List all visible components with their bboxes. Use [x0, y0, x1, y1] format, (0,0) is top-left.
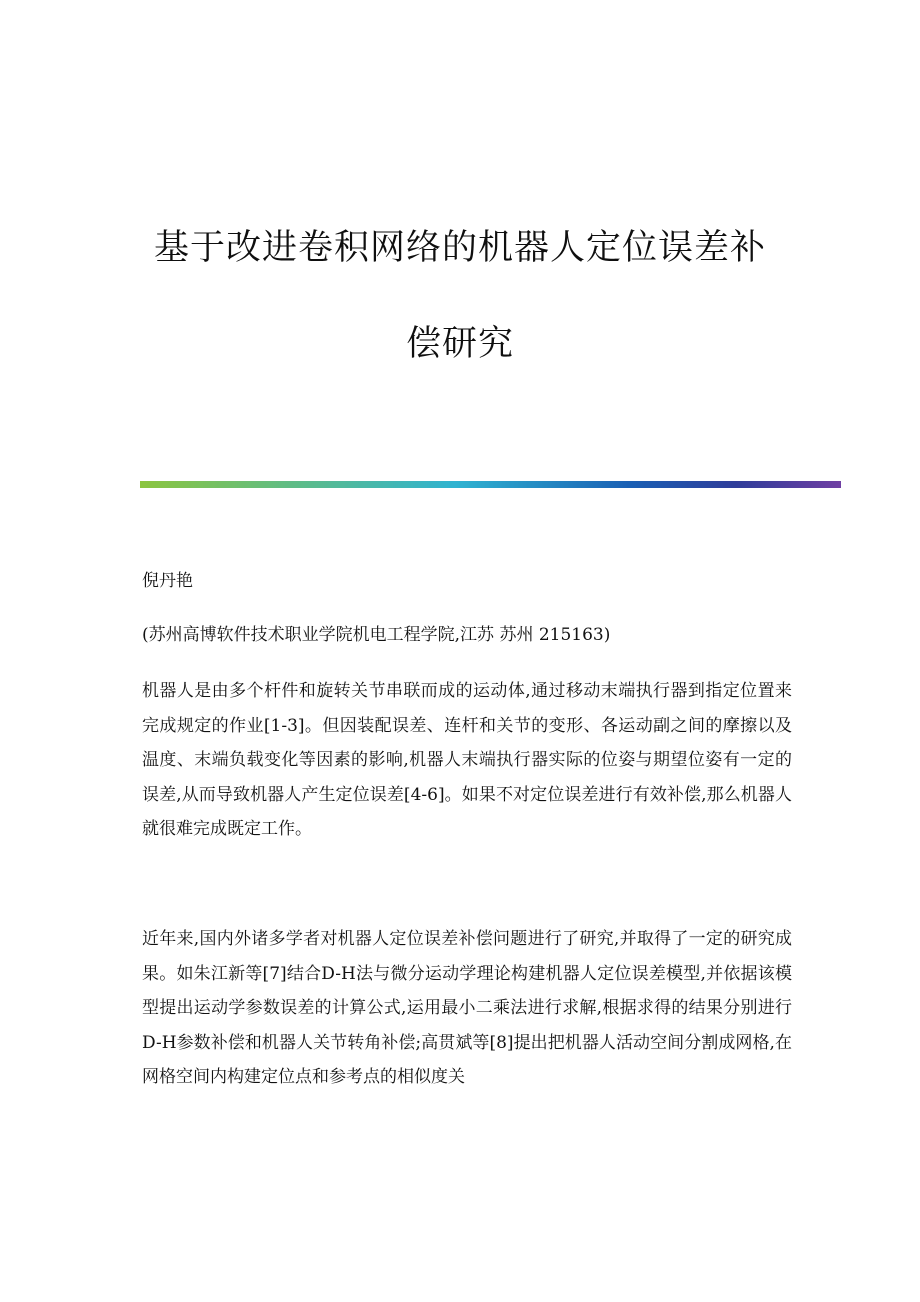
- body-paragraph-1: 机器人是由多个杆件和旋转关节串联而成的运动体,通过移动末端执行器到指定位置来完成规定的作业[1-3]。但因装配误差、连杆和关节的变形、各运动副之间的摩擦以及温度、末端负载变化等因素的影响,机器人末端执行器实际的位姿与期望位姿有一定的误差,从而导致机器人产生定位误差[4-6]。如果不对定位误差进行有效补偿,那么机器人就很难完成既定工作。: [142, 681, 792, 839]
- document-title-line-2: 偿研究: [405, 324, 514, 364]
- author-name: 倪丹艳: [142, 571, 193, 591]
- body-paragraph-2: 近年来,国内外诸多学者对机器人定位误差补偿问题进行了研究,并取得了一定的研究成果。如朱江新等[7]结合D-H法与微分运动学理论构建机器人定位误差模型,并依据该模型提出运动学参数误差的计算公式,运用最小二乘法进行求解,根据求得的结果分别进行D-H参数补偿和机器人关节转角补偿;高贯斌等[8]提出把机器人活动空间分割成网格,在网格空间内构建定位点和参考点的相似度关: [142, 929, 792, 1087]
- gradient-divider: [140, 481, 841, 488]
- author-affiliation: (苏州高博软件技术职业学院机电工程学院,江苏 苏州 215163): [142, 625, 611, 645]
- document-title-line-1: 基于改进卷积网络的机器人定位误差补: [153, 228, 766, 268]
